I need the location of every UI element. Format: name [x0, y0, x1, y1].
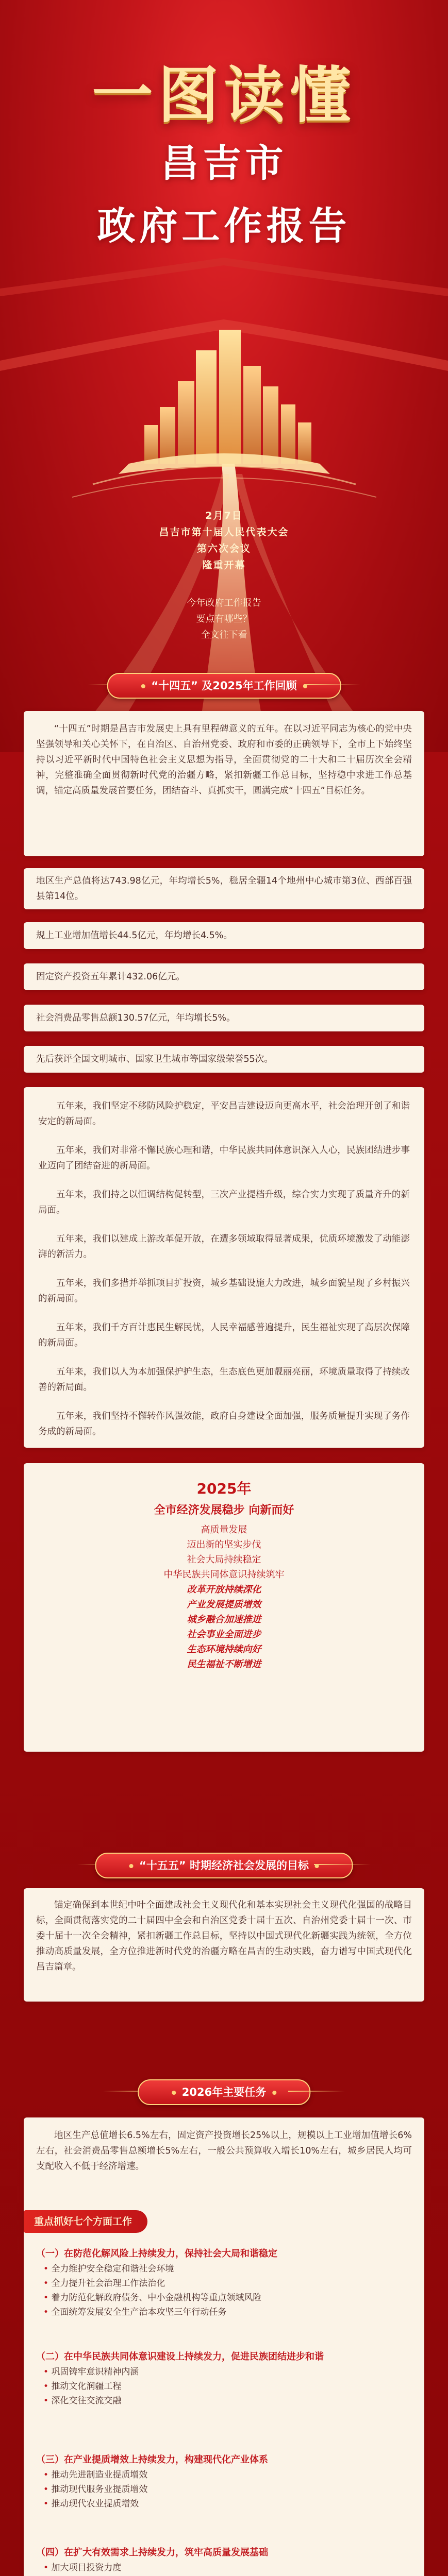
task-sub: • 巩固铸牢意识精神内涵 [36, 2365, 412, 2379]
section-review-title [107, 673, 341, 699]
tasks-label: 重点抓好七个方面工作 [24, 2210, 147, 2233]
section-tasks-header [0, 2076, 448, 2107]
year-review-text: 五年来，我们坚定不移防风险护稳定，平安昌吉建设迈向更高水平，社会治理开创了和谐安定的新局面。 [38, 1101, 410, 1127]
divider-line [304, 684, 360, 685]
city-skyline-illustration [0, 319, 448, 536]
stat-text: 社会消费品零售总额130.57亿元，年均增长5%。 [36, 1013, 236, 1023]
stat-text: 规上工业增加值增长44.5亿元，年均增长4.5%。 [36, 930, 233, 941]
lead-line-3: 全文往下看 [201, 630, 247, 640]
task-block [36, 2246, 412, 2319]
task-sub: • 推动文化润疆工程 [36, 2379, 412, 2394]
task-block [36, 2545, 412, 2576]
divider-line [314, 1864, 371, 1865]
review-intro-text: “十四五”时期是昌吉市发展史上具有里程碑意义的五年。在以习近平同志为核心的党中央坚强领导和关心关怀下，在自治区、自治州党委、政府和市委的正确领导下，全市上下始终坚持以习近平新时代中国特色社会主义思想为指导，全面贯彻党的二十大和二十届历次全会精神，完整准确全面贯彻新时代党的治疆方略，紧扣新疆工作总目标，坚持稳中求进工作总基调，锚定高质量发展首要任务，团结奋斗、真抓实干，圆满完成“十四五”目标任务。 [36, 724, 412, 796]
year-review-text: 五年来，我们多措并举抓项目扩投资，城乡基础设施大力改进，城乡面貌呈现了乡村振兴的新局面。 [38, 1278, 410, 1304]
section-goals-title [95, 1853, 353, 1878]
dot-icon [129, 1864, 133, 1868]
stat-text: 地区生产总值将达743.98亿元，年均增长5%，稳居全疆14个地州中心城市第3位、西部百强县第14位。 [36, 876, 412, 902]
plan-item: 城乡融合加速推进 [187, 1614, 261, 1625]
stat-text: 固定资产投资五年累计432.06亿元。 [36, 972, 185, 982]
task-block [36, 2349, 412, 2408]
year-label: 2025年 [196, 1480, 252, 1497]
task-heading: （四）在扩大有效需求上持续发力，筑牢高质量发展基础 [36, 2547, 268, 2558]
dot-icon [172, 2091, 176, 2095]
plan-item: 产业发展提质增效 [187, 1599, 261, 1610]
task-sub: • 加大项目投资力度 [36, 2561, 412, 2575]
plan-item: 生态环境持续向好 [187, 1644, 261, 1655]
tasks-intro-text: 地区生产总值增长6.5%左右，固定资产投资增长25%以上，规模以上工业增加值增长6%左右，社会消费品零售总额增长5%左右，一般公共预算收入增长10%左右，城乡居民人均可支配收入不低于经济增速。 [36, 2130, 412, 2172]
year-review-text: 五年来，我们以建成上游改革促开放，在遭多领域取得显著成果，优质环境激发了动能澎湃的新活力。 [38, 1234, 410, 1260]
lead-line-1: 今年政府工作报告 [187, 598, 261, 608]
hero-title: 一图读懂 [92, 60, 356, 131]
task-heading: （二）在中华民族共同体意识建设上持续发力，促进民族团结进步和谐 [36, 2351, 324, 2362]
meeting-line-1: 昌吉市第十届人民代表大会 [159, 527, 289, 538]
plan-item: 改革开放持续深化 [187, 1584, 261, 1595]
goals-card [24, 1888, 424, 2002]
lead-line-2: 要点有哪些？ [196, 614, 252, 624]
dot-icon [141, 684, 145, 688]
plan-item: 高质量发展 [201, 1524, 247, 1535]
task-sub: • 全力提升社会治理工作法治化 [36, 2276, 412, 2291]
lead-text [0, 595, 448, 643]
year-review-text: 五年来，我们坚持不懈转作风强效能，政府自身建设全面加强，服务质量提升实现了务作务成的新局面。 [38, 1411, 410, 1437]
section-review-title-text: “十四五” 及2025年工作回顾 [151, 680, 297, 692]
stat-card [24, 868, 424, 909]
stat-text: 先后获评全国文明城市、国家卫生城市等国家级荣誉55次。 [36, 1054, 273, 1064]
year-review-text: 五年来，我们千方百计惠民生解民忧，人民幸福感普遍提升，民生福祉实现了高层次保障的新局面。 [38, 1323, 410, 1348]
five-years-card [24, 1087, 424, 1448]
hero-subtitle-report: 政府工作报告 [97, 204, 351, 248]
year-2025-summary [0, 1478, 448, 1672]
stat-card [24, 922, 424, 949]
tasks-intro [36, 2128, 412, 2174]
task-heading: （三）在产业提质增效上持续发力，构建现代化产业体系 [36, 2454, 268, 2465]
dot-icon [272, 2091, 276, 2095]
year-review-text: 五年来，我们对非常不懈民族心理和谐，中华民族共同体意识深入人心，民族团结进步事业迈向了团结奋进的新局面。 [38, 1145, 410, 1171]
plan-item: 社会大局持续稳定 [187, 1554, 261, 1565]
year-motto: 全市经济发展稳步 向新而好 [154, 1504, 294, 1517]
plan-item: 中华民族共同体意识持续筑牢 [163, 1569, 285, 1580]
plan-item: 社会事业全面进步 [187, 1629, 261, 1640]
task-sub: • 着力防范化解政府债务、中小金融机构等重点领域风险 [36, 2291, 412, 2305]
divider-line [288, 2091, 345, 2092]
task-sub: • 深化交往交流交融 [36, 2394, 412, 2408]
goals-text: 锚定确保到本世纪中叶全面建成社会主义现代化和基本实现社会主义现代化强国的战略目标，全面贯彻落实党的二十届四中全会和自治区党委十届十五次、自治州党委十届十一次、市委十届十一次全会精神，紧扣新疆工作总目标，坚持以中国式现代化新疆实践为统领，全方位推动高质量发展，全方位推进新时代党的治疆方略在昌吉的生动实践，奋力谱写中国式现代化昌吉篇章。 [36, 1900, 412, 1972]
stat-card [24, 1046, 424, 1073]
year-review-text: 五年来，我们以人为本加强保护护生态，生态底色更加靓丽亮丽，环境质量取得了持续改善的新局面。 [38, 1367, 410, 1393]
year-review-text: 五年来，我们持之以恒调结构促转型，三次产业提档升级，综合实力实现了质量齐升的新局面。 [38, 1190, 410, 1215]
plan-item: 民生福祉不断增进 [187, 1659, 261, 1670]
hero-banner [0, 0, 448, 752]
task-sub: • 全力维护安全稳定和谐社会环境 [36, 2262, 412, 2276]
plan-item: 迈出新的坚实步伐 [187, 1539, 261, 1550]
hero-subtitle-city: 昌吉市 [160, 141, 288, 185]
stat-card [24, 1005, 424, 1031]
meeting-line-2: 第六次会议 [196, 543, 251, 554]
meeting-date: 2月7日 [205, 510, 243, 521]
task-sub: • 全面统筹发展安全生产治本攻坚三年行动任务 [36, 2305, 412, 2319]
stat-card [24, 963, 424, 990]
section-tasks-title [138, 2079, 310, 2105]
review-intro-card [24, 711, 424, 856]
meeting-info [0, 507, 448, 573]
meeting-line-3: 隆重开幕 [202, 560, 246, 571]
task-block [36, 2452, 412, 2511]
section-goals-header [0, 1850, 448, 1880]
task-sub: • 推动现代农业提质增效 [36, 2497, 412, 2511]
section-goals-title-text: “十五五” 时期经济社会发展的目标 [139, 1859, 309, 1872]
section-tasks-title-text: 2026年主要任务 [181, 2086, 267, 2098]
section-review-header [0, 670, 448, 701]
task-sub: • 推动先进制造业提质增效 [36, 2468, 412, 2482]
task-heading: （一）在防范化解风险上持续发力，保持社会大局和谐稳定 [36, 2248, 277, 2259]
task-sub: • 推动现代服务业提质增效 [36, 2482, 412, 2497]
